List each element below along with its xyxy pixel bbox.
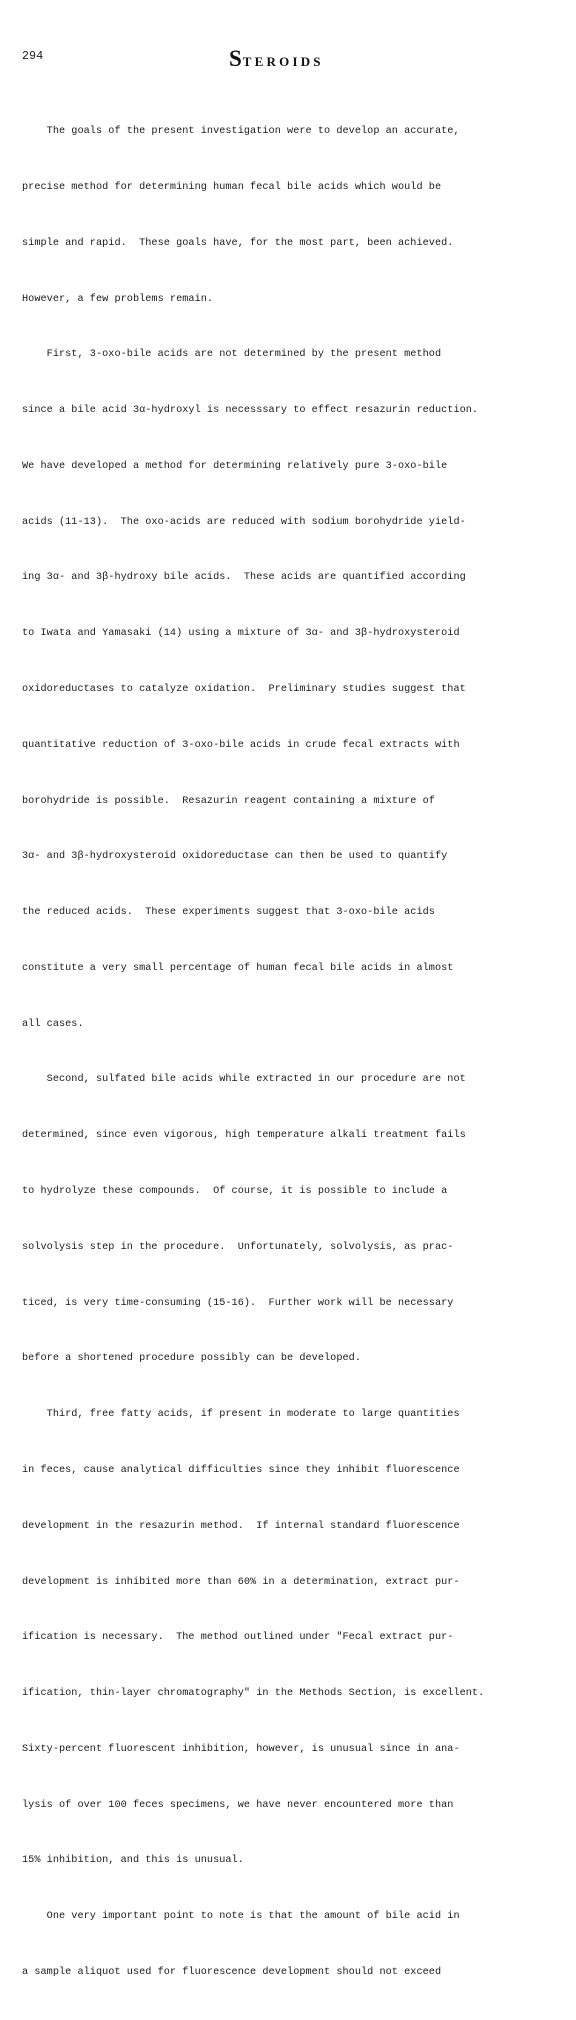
text-line: oxidoreductases to catalyze oxidation. Preliminary studies suggest that	[22, 684, 466, 695]
text-line: a sample aliquot used for fluorescence development should not exceed	[22, 1966, 442, 1978]
text-line: borohydride is possible. Resazurin reagent containing a mixture of	[22, 795, 435, 807]
text-line: 3α- and 3β-hydroxysteroid oxidoreductase can then be used to quantify	[22, 851, 448, 863]
text-line: development is inhibited more than 60% in a determination, extract pur-	[22, 1576, 460, 1588]
text-line: Sixty-percent fluorescent inhibition, however, is unusual since in ana-	[22, 1743, 460, 1755]
text-line: acids (11-13). The oxo-acids are reduced with sodium borohydride yield-	[22, 516, 466, 528]
text-line: ing 3α- and 3β-hydroxy bile acids. These acids are quantified according	[22, 572, 466, 584]
text-line: We have developed a method for determining relatively pure 3-oxo-bile	[22, 460, 448, 472]
journal-title	[229, 46, 324, 72]
text-line: quantitative reduction of 3-oxo-bile acids in crude fecal extracts with	[22, 739, 460, 751]
page-number: 294	[22, 50, 44, 63]
text-line: ification, thin-layer chromatography" in the Methods Section, is excellent.	[22, 1688, 485, 1700]
text-line: determined, since even vigorous, high temperature alkali treatment fails	[22, 1130, 466, 1142]
text-line: precise method for determining human fecal bile acids which would be	[22, 181, 442, 193]
text-line: the reduced acids. These experiments suggest that 3-oxo-bile acids	[22, 907, 435, 919]
text-line: before a shortened procedure possibly can be developed.	[22, 1353, 361, 1365]
journal-title-initial: S	[229, 46, 243, 71]
text-line: lysis of over 100 feces specimens, we have never encountered more than	[22, 1799, 454, 1811]
text-line: 15% inhibition, and this is unusual.	[22, 1855, 244, 1867]
text-line: to Iwata and Yamasaki (14) using a mixture of 3α- and 3β-hydroxysteroid	[22, 628, 460, 640]
page-header	[22, 48, 552, 70]
text-line: all cases.	[22, 1018, 84, 1030]
text-line: Second, sulfated bile acids while extracted in our procedure are not	[22, 1074, 466, 1086]
text-line: One very important point to note is that the amount of bile acid in	[22, 1911, 460, 1923]
text-line: ticed, is very time-consuming (15-16). Further work will be necessary	[22, 1297, 454, 1309]
text-line: First, 3-oxo-bile acids are not determined by the present method	[22, 349, 442, 361]
journal-title-rest: TEROIDS	[242, 54, 324, 69]
text-line: in feces, cause analytical difficulties since they inhibit fluorescence	[22, 1464, 460, 1476]
text-line: to hydrolyze these compounds. Of course, it is possible to include a	[22, 1186, 448, 1198]
text-line: simple and rapid. These goals have, for the most part, been achieved.	[22, 237, 454, 249]
text-line: Third, free fatty acids, if present in moderate to large quantities	[22, 1409, 460, 1421]
text-line: development in the resazurin method. If internal standard fluorescence	[22, 1520, 460, 1532]
body-text	[22, 86, 558, 2020]
text-line: constitute a very small percentage of human fecal bile acids in almost	[22, 962, 454, 974]
text-line: The goals of the present investigation were to develop an accurate,	[22, 126, 460, 138]
text-line: However, a few problems remain.	[22, 293, 214, 305]
text-line: since a bile acid 3α-hydroxyl is necesssary to effect resazurin reduction.	[22, 405, 479, 417]
text-line: ification is necessary. The method outlined under "Fecal extract pur-	[22, 1632, 454, 1644]
text-line: solvolysis step in the procedure. Unfortunately, solvolysis, as prac-	[22, 1241, 454, 1253]
